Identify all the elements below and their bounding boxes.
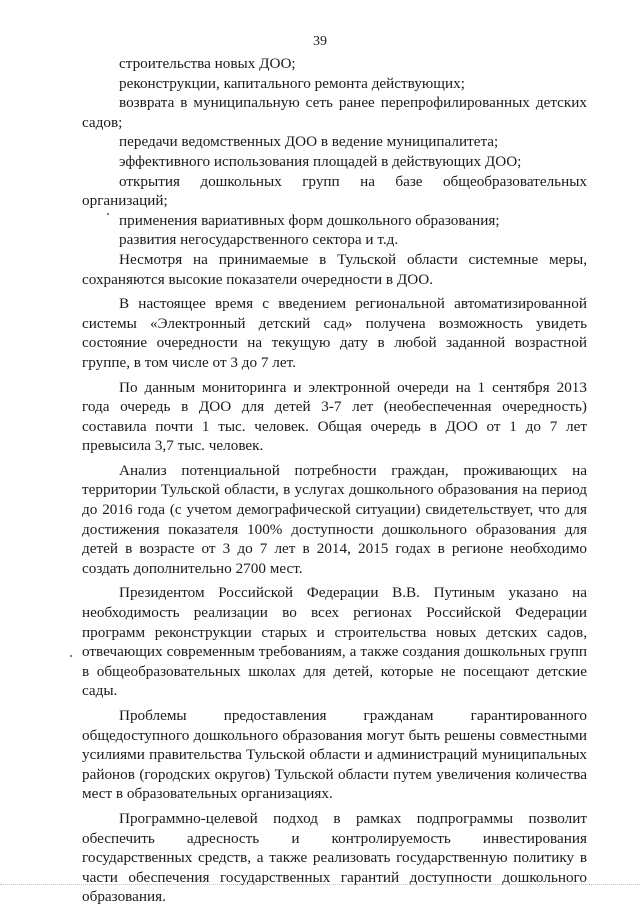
paragraph-program-approach: Программно-целевой подход в рамках подпрограммы позволит обеспечить адресность и контролируемость инвестирования государственных средств, а также реализовать государственную политику в части обеспечения государственных гарантий доступности дошкольного образования. <box>82 809 587 906</box>
page-number: 39 <box>313 34 327 49</box>
paragraph-problems-solution: Проблемы предоставления гражданам гарантированного общедоступного дошкольного образования могут быть решены совместными усилиями правительства Тульской области и администраций муниципальных районов (городских округов) Тульской области путем увеличения количества мест в образовательных организациях. <box>82 707 587 803</box>
list-item-variative-forms: применения вариативных форм дошкольного образования; <box>119 211 500 229</box>
list-item-efficient-use: эффективного использования площадей в действующих ДОО; <box>119 152 522 170</box>
list-item-private-sector: развития негосударственного сектора и т.д. <box>119 231 399 249</box>
list-item-transfer: передачи ведомственных ДОО в ведение муниципалитета; <box>119 133 499 151</box>
scan-speck <box>107 213 109 215</box>
paragraph-president-instruction: Президентом Российской Федерации В.В. Путиным указано на необходимость реализации во всех регионах Российской Федерации программ реконструкции старых и строительства новых детских садов, отвечающих современным требованиям, а также создания дошкольных групп в общеобразовательных школах для детей, которые не посещают детские сады. <box>82 584 587 700</box>
list-item-reconstruction: реконструкции, капитального ремонта действующих; <box>119 74 465 92</box>
list-item-opening-groups: открытия дошкольных групп на базе общеобразовательных организаций; <box>82 172 587 210</box>
document-body <box>82 54 587 907</box>
scan-edge-line <box>0 884 640 887</box>
list-item-return-kindergartens: возврата в муниципальную сеть ранее перепрофилированных детских садов; <box>82 94 587 131</box>
paragraph-electronic-system: В настоящее время с введением региональной автоматизированной системы «Электронный детский сад» получена возможность увидеть состояние очередности на текущую дату в любой заданной возрастной группе, в том числе от 3 до 7 лет. <box>82 295 587 371</box>
scan-speck <box>70 655 72 657</box>
list-item-construction: строительства новых ДОО; <box>119 55 296 72</box>
paragraph-monitoring-data: По данным мониторинга и электронной очереди на 1 сентября 2013 года очередь в ДОО для детей 3-7 лет (необеспеченная очередность) составила почти 1 тыс. человек. Общая очередь в ДОО от 1 до 7 лет превысила 3,7 тыс. человек. <box>82 378 587 455</box>
paragraph-needs-analysis: Анализ потенциальной потребности граждан, проживающих на территории Тульской области, в услугах дошкольного образования на период до 2016 года (с учетом демографической ситуации) свидетельствует, что для достижения показателя 100% доступности дошкольного образования для детей в возрасте от 3 до 7 лет в 2014, 2015 годах в регионе необходимо создать дополнительно 2700 мест. <box>82 461 587 577</box>
paragraph-queue-indicators: Несмотря на принимаемые в Тульской области системные меры, сохраняются высокие показатели очередности в ДОО. <box>82 250 587 288</box>
